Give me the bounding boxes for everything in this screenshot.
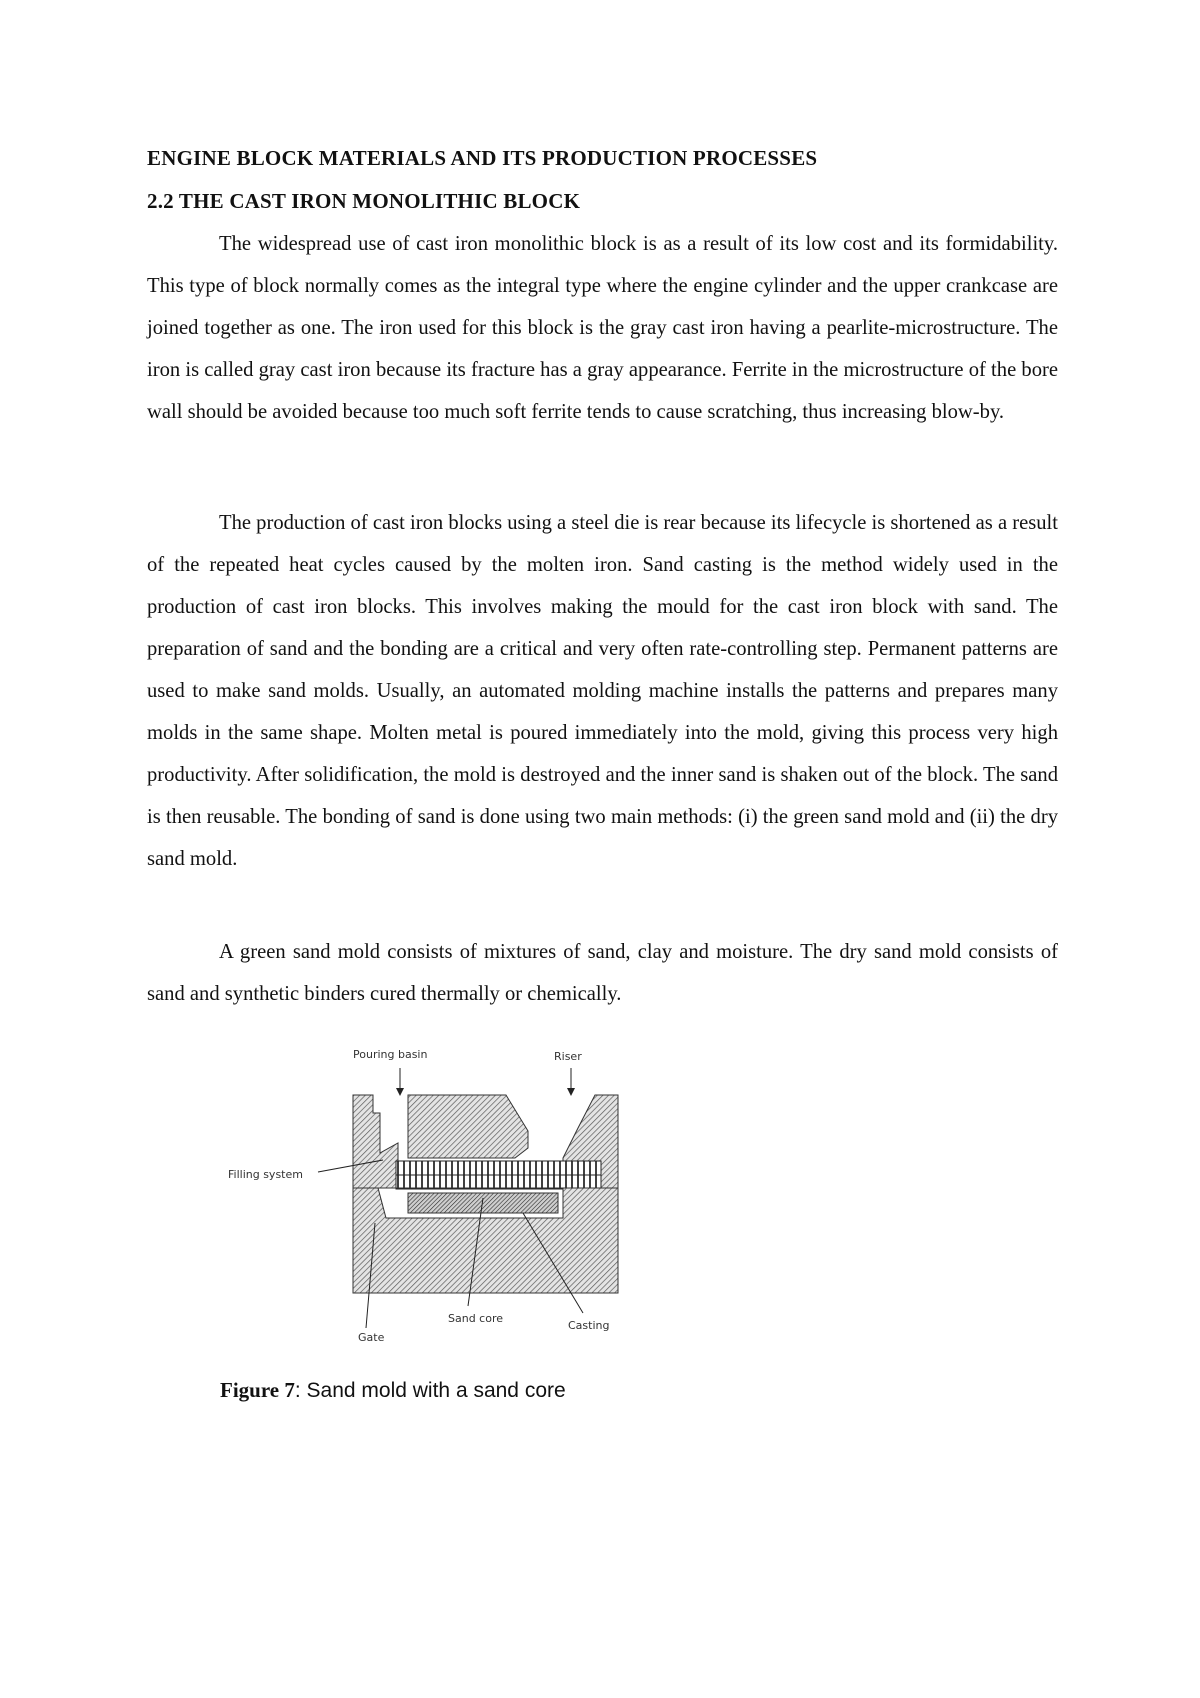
- label-filling-system: Filling system: [228, 1168, 303, 1181]
- paragraph-2: The production of cast iron blocks using a steel die is rear because its lifecycle is shortened as a result of the repeated heat cycles caused by the molten iron. Sand casting is the method widely used in the production of cast iron blocks. This involves making the mould for the cast iron block with sand. The preparation of sand and the bonding are a critical and very often rate-controlling step. Permanent patterns are used to make sand molds. Usually, an automated molding machine installs the patterns and prepares many molds in the same shape. Molten metal is poured immediately into the mold, giving this process very high productivity. After solidification, the mold is destroyed and the inner sand is shaken out of the block. The sand is then reusable. The bonding of sand is done using two main methods: (i) the green sand mold and (ii) the dry sand mold.: [147, 512, 1058, 870]
- sand-core: [408, 1193, 558, 1213]
- label-riser: Riser: [554, 1050, 582, 1063]
- sand-mold-diagram: [228, 1038, 708, 1348]
- paragraph-3: A green sand mold consists of mixtures of sand, clay and moisture. The dry sand mold consists of sand and synthetic binders cured thermally or chemically.: [147, 941, 1058, 1005]
- label-casting: Casting: [568, 1319, 610, 1332]
- paragraph-1: The widespread use of cast iron monolithic block is as a result of its low cost and its formidability. This type of block normally comes as the integral type where the engine cylinder and the upper crankcase are joined together as one. The iron used for this block is the gray cast iron having a pearlite-microstructure. The iron is called gray cast iron because its fracture has a gray appearance. Ferrite in the microstructure of the bore wall should be avoided because too much soft ferrite tends to cause scratching, thus increasing blow-by.: [147, 233, 1058, 423]
- document-title: ENGINE BLOCK MATERIALS AND ITS PRODUCTION PROCESSES: [147, 146, 818, 170]
- label-sand-core: Sand core: [448, 1312, 503, 1325]
- label-pouring-basin: Pouring basin: [353, 1048, 428, 1061]
- figure-caption-lead: Figure 7: [220, 1378, 295, 1402]
- section-heading: 2.2 THE CAST IRON MONOLITHIC BLOCK: [147, 189, 581, 213]
- cope-center-block: [408, 1095, 528, 1158]
- figure-caption: [220, 1378, 566, 1403]
- label-gate: Gate: [358, 1331, 385, 1344]
- sand-mold-figure: [228, 1038, 708, 1348]
- cope-left-block: [353, 1095, 398, 1188]
- figure-caption-text: : Sand mold with a sand core: [294, 1379, 566, 1402]
